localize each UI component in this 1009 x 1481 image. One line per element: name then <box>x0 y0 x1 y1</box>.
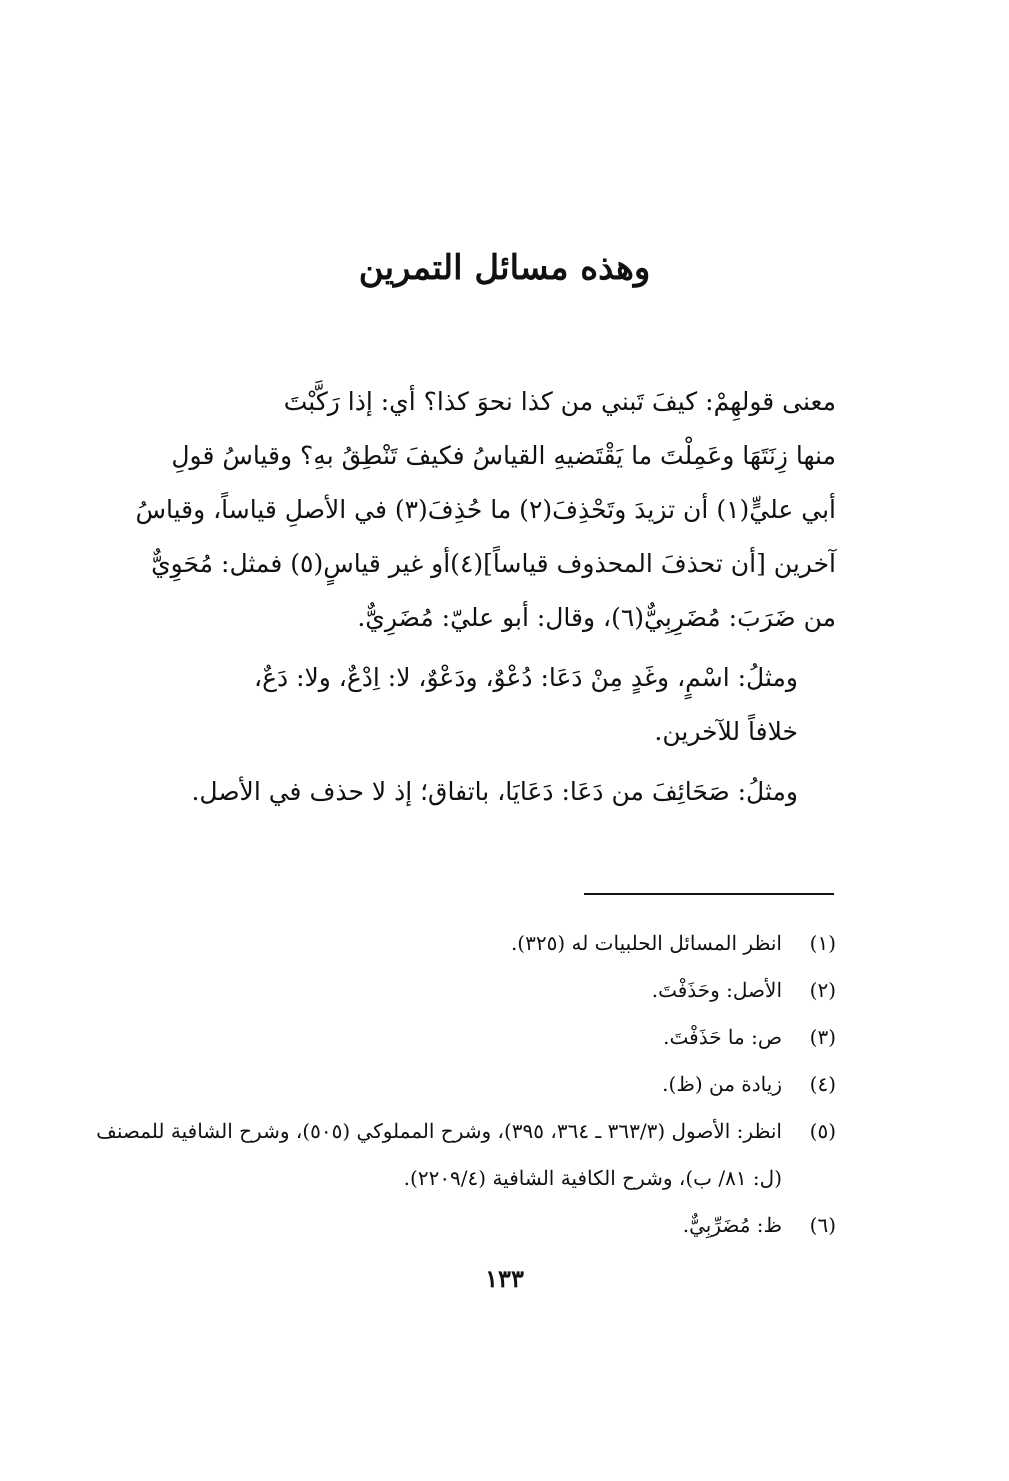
footnote-number: (١) <box>809 931 836 955</box>
footnotes <box>94 920 836 1249</box>
footnote-text: انظر المسائل الحلبيات له (٣٢٥). <box>510 931 782 955</box>
footnote-text: ظ: مُضَرِّبِيٌّ. <box>682 1213 782 1237</box>
footnote-number: (٥) <box>809 1119 836 1143</box>
footnote-text: الأصل: وحَذَفْتَ. <box>651 978 782 1002</box>
footnote <box>94 1108 836 1202</box>
footnote-text: ص: ما حَذَفْتَ. <box>663 1025 782 1049</box>
footnote <box>94 920 836 967</box>
paragraph-3 <box>94 765 836 819</box>
text-line: من ضَرَبَ: مُضَرِبِيٌّ(٦)، وقال: أبو عليّ: مُضَرِيٌّ. <box>357 603 836 632</box>
section-title: وهذه مسائل التمرين <box>358 248 651 288</box>
page-number: ١٣٣ <box>485 1264 524 1293</box>
footnote-number: (٣) <box>809 1025 836 1049</box>
footnote-number: (٢) <box>809 978 836 1002</box>
text-line: آخرين [أن تحذفَ المحذوف قياساً](٤)أو غير قياسٍ(٥) فمثل: مُحَوِيٌّ <box>151 549 836 578</box>
footnote-number: (٦) <box>809 1213 836 1237</box>
text-line: خلافاً للآخرين. <box>654 717 798 746</box>
text-line: معنى قولهِمْ: كيفَ تَبني من كذا نحوَ كذا؟ أي: إذا رَكَّبْتَ <box>283 387 836 416</box>
footnote-text: انظر: الأصول (٣٦٣/٣ ـ ٣٦٤، ٣٩٥)، وشرح المملوكي (٥٠٥)، وشرح الشافية للمصنف (ل: ٨١/ ب)، وشرح الكافية الشافية (٢٢٠٩/٤). <box>96 1119 782 1190</box>
footnote <box>94 1202 836 1249</box>
text-line: أبي عليٍّ(١) أن تزيدَ وتَحْذِفَ(٢) ما حُذِفَ(٣) في الأصلِ قياساً، وقياسُ <box>135 495 836 524</box>
footnote-divider <box>584 893 834 895</box>
text-line: ومثلُ: صَحَائِفَ من دَعَا: دَعَايَا، باتفاق؛ إذ لا حذف في الأصل. <box>191 777 798 806</box>
footnote <box>94 967 836 1014</box>
text-line: ومثلُ: اسْمٍ، وغَدٍ مِنْ دَعَا: دُعْوٌ، ودَعْوٌ، لا: اِدْعٌ، ولا: دَعٌ، <box>254 663 798 692</box>
footnote-number: (٤) <box>809 1072 836 1096</box>
body-text <box>94 375 836 819</box>
text-line: منها زِنَتَهَا وعَمِلْتَ ما يَقْتَضيهِ القياسُ فكيفَ تَنْطِقُ بهِ؟ وقياسُ قولِ <box>171 441 836 470</box>
paragraph-1 <box>94 375 836 645</box>
paragraph-2 <box>94 651 836 759</box>
footnote <box>94 1014 836 1061</box>
footnote-text: زيادة من (ظ). <box>662 1072 782 1096</box>
footnote <box>94 1061 836 1108</box>
